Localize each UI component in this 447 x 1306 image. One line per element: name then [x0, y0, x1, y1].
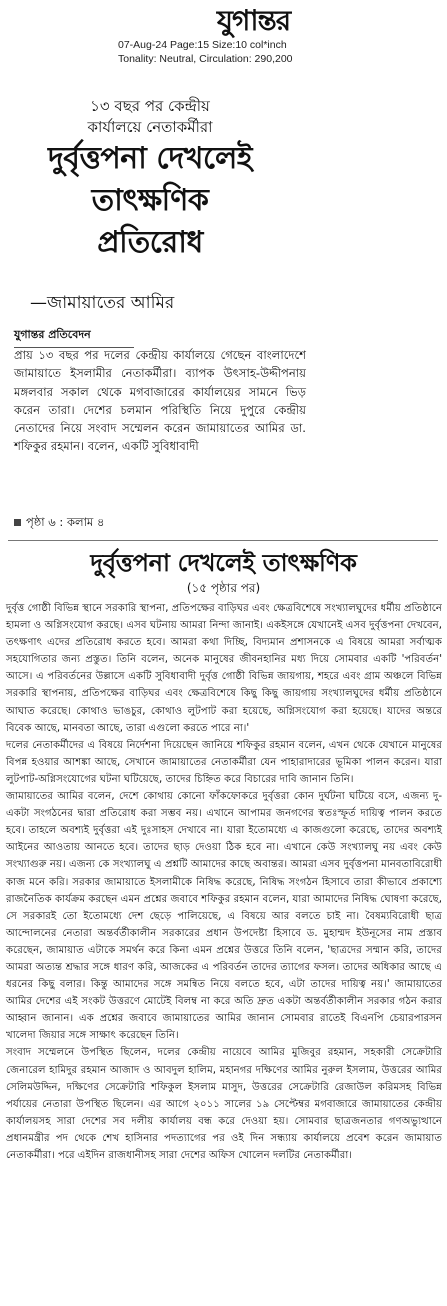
- meta-tonality-circulation: Tonality: Neutral, Circulation: 290,200: [118, 53, 293, 65]
- headline-line: তাৎক্ষণিক: [91, 183, 209, 218]
- paragraph: দুর্বৃত্ত গোষ্ঠী বিভিন্ন স্থানে সরকারি স্থাপনা, প্রতিপক্ষের বাড়িঘর এবং ক্ষেত্রবিশেষে সংখ্যালঘুদের ধর্মীয় প্রতিষ্ঠানে হামলা ও অগ্নিসংযোগ করছে। এসব ঘটনায় আমরা নিন্দা জানাই। একইসঙ্গে যেখানেই এসব দুর্বৃত্তপনা দেখবেন, তৎক্ষণাৎ এদের প্রতিরোধ করতে হবে। আমরা কথা দিচ্ছি, বিদ্যমান প্রশাসনকে এ বিষয়ে আমরা সর্বাত্মক সহযোগিতার জন্য প্রস্তুত। তিনি বলেন, অনেক মানুষের জীবনহানির মধ্য দিয়ে সোমবার একটি 'পরিবর্তন' আসে। এ পরিবর্তনের উল্লাসে একটি সুবিধাবাদী দুর্বৃত্ত গোষ্ঠী বিভিন্ন জায়গায়, শহরে এবং গ্রাম অঞ্চলে বিভিন্ন সরকারি স্থাপনায়, প্রতিপক্ষের বাড়িঘর এবং ক্ষেত্রবিশেষে কিছু কিছু জায়গায় সংখ্যালঘুদের ধর্মীয় প্রতিষ্ঠানে আঘাত করেছে। কোথাও ভাঙচুর, কোথাও লুটপাট করা হয়েছে, অগ্নিসংযোগ করা হয়েছে। যাদের অন্তরে বিবেক আছে, মানবতা আছে, তারা এগুলো করতে পারে না।': [6, 603, 442, 734]
- clipping-meta: [118, 38, 438, 66]
- headline-line: প্রতিরোধ: [97, 225, 203, 260]
- meta-date-page-size: 07-Aug-24 Page:15 Size:10 col*inch: [118, 39, 287, 51]
- newspaper-logo: যুগান্তর: [216, 4, 291, 37]
- masthead: [0, 4, 447, 38]
- kicker-line: কার্যালয়ে নেতাকর্মীরা: [87, 118, 213, 136]
- attribution: —জামায়াতের আমির: [30, 293, 175, 313]
- paragraph: দলের নেতাকর্মীদের এ বিষয়ে নির্দেশনা দিয়েছেন জানিয়ে শফিকুর রহমান বলেন, এখন থেকে যেখানে মানুষের বিপন্ন হওয়ার আশঙ্কা আছে, সেখানে জামায়াতের নেতাকর্মীরা যেন পাহারাদারের ভূমিকা পালন করেন। যারা লুটপাট-অগ্নিসংযোগের ঘটনা ঘটিয়েছে, তাদের চিহ্নিত করে বিচারের দাবি জানান তিনি।: [6, 739, 442, 785]
- reporter-credit: যুগান্তর প্রতিবেদন: [14, 326, 134, 348]
- article2-headline: দুর্বৃত্তপনা দেখলেই তাৎক্ষণিক: [90, 549, 357, 577]
- divider: [8, 540, 438, 541]
- square-bullet-icon: [14, 519, 21, 526]
- article1-headline-block: [0, 96, 300, 264]
- kicker-line: ১৩ বছর পর কেন্দ্রীয়: [90, 97, 210, 115]
- article2-body: [6, 600, 442, 1164]
- jump-line: [14, 514, 104, 533]
- jump-text: পৃষ্ঠা ৬ : কলাম ৪: [26, 515, 105, 529]
- headline-line: দুর্বৃত্তপনা দেখলেই: [48, 141, 252, 176]
- article1-lead: প্রায় ১৩ বছর পর দলের কেন্দ্রীয় কার্যালয়ে গেছেন বাংলাদেশে জামায়াতে ইসলামীর নেতাকর্মীরা। ব্যাপক উৎসাহ-উদ্দীপনায় মঙ্গলবার সকাল থেকে মগবাজারের কার্যালয়ের সামনে ভিড় করেন তারা। দেশের চলমান পরিস্থিতি নিয়ে দুপুরে কেন্দ্রীয় নেতাদের নিয়ে সংবাদ সম্মেলন করেন জামায়াতের আমির ডা. শফিকুর রহমান। বলেন, একটি সুবিধাবাদী: [14, 348, 306, 454]
- paragraph: সংবাদ সম্মেলনে উপস্থিত ছিলেন, দলের কেন্দ্রীয় নায়েবে আমির মুজিবুর রহমান, সহকারী সেক্রেটারি জেনারেল হামিদুর রহমান আজাদ ও আবদুল হালিম, মহানগর দক্ষিণের আমির নুরুল ইসলাম, উত্তরের আমির সেলিমউদ্দিন, দক্ষিণের সেক্রেটারি শফিকুল ইসলাম মাসুদ, উত্তরের সেক্রেটারি রেজাউল করিমসহ বিভিন্ন পর্যায়ের নেতারা উপস্থিত ছিলেন। এর আগে ২০১১ সালের ১৯ সেপ্টেম্বর মগবাজারে জামায়াতের কেন্দ্রীয় কার্যালয়সহ সারা দেশের সব দলীয় কার্যালয় বন্ধ করে দেওয়া হয়। সোমবার ছাত্রজনতার গণঅভ্যুত্থানে প্রধানমন্ত্রীর পদ থেকে শেখ হাসিনার পদত্যাগের পর ওই দিন সন্ধ্যায় কার্যালয়ে প্রবেশ করেন জামায়াত নেতাকর্মীরা। পরে এইদিন রাজধানীসহ সারা দেশের অফিস খোলেন দলটির নেতাকর্মীরা।: [6, 1047, 442, 1161]
- continued-from: (১৫ পৃষ্ঠার পর): [186, 581, 261, 595]
- paragraph: জামায়াতের আমির বলেন, দেশে কোথায় কোনো ফাঁকফোকরে দুর্বৃত্তরা কোন দুর্ঘটনা ঘটিয়ে বসে, এজন্য দু-একটা সংগঠনের দ্বারা প্রতিরোধ করা সম্ভব নয়। এখানে আপামর জনগণের স্বতঃস্ফূর্ত দায়িত্ব পালন করতে হবে। তাহলে অবশ্যই দুর্বৃত্তরা এই দুঃসাহস দেখাবে না। যারা ইতোমধ্যে এ কাজগুলো করেছে, তাদের অবশ্যই আইনের আওতায় আনতে হবে। তাদের ছাড় দেওয়া ঠিক হবে না। এখানে কেউ সংখ্যালঘু নয় এবং কেউ সংখ্যাগুরু নয়। এজন্য কে সংখ্যালঘু এ প্রশ্নটি আমাদের কাছে অবান্তর। আমরা এসব দুর্বৃত্তপনা মানবতাবিরোধী কাজ মনে করি। সরকার জামায়াতে ইসলামীকে নিষিদ্ধ করেছে, নিষিদ্ধ সংগঠন হিসাবে তারা কীভাবে প্রকাশ্যে রাজনৈতিক কার্যক্রম করছেন এমন প্রশ্নের জবাবে শফিকুর রহমান বলেন, যারা আমাদের নিষিদ্ধ ঘোষণা করেছে, সে সরকারই তো ইতোমধ্যে দেশ ছেড়ে পালিয়েছে, এ বিষয়ে আর বলতে চাই না। বৈষম্যবিরোধী ছাত্র আন্দোলনের নেতারা অন্তর্বর্তীকালীন সরকারের প্রধান উপদেষ্টা হিসাবে ড. মুহাম্মদ ইউনূসের নাম প্রস্তাব করেছেন, জামায়াত এটাকে সমর্থন করে কিনা এমন প্রশ্নের উত্তরে তিনি বলেন, 'ছাত্রদের সম্মান করি, তাদের আমরা অত্যন্ত শ্রদ্ধার সঙ্গে ধারণ করি, আজকের এ পরিবর্তন তাদের ত্যাগের ফসল। তাদের অধিকার আছে এ ধরনের কিছু বলার। কিন্তু আমাদের সঙ্গে সমন্বিত নিয়ে বলতে হবে, এটা তাদের দায়িত্ব নয়।' জামায়াতের আমির দেশের এই সংকট উত্তরণে মোটেই বিলম্ব না করে অতি দ্রুত একটা অন্তর্বর্তীকালীন সরকার গঠন করার আহ্বান জানান। এক প্রশ্নের জবাবে জামায়াতের আমির জানান সোমবার রাতেই বিএনপি চেয়ারপারসন খালেদা জিয়ার সঙ্গে সাক্ষাৎ করেছেন তিনি।: [6, 791, 442, 1042]
